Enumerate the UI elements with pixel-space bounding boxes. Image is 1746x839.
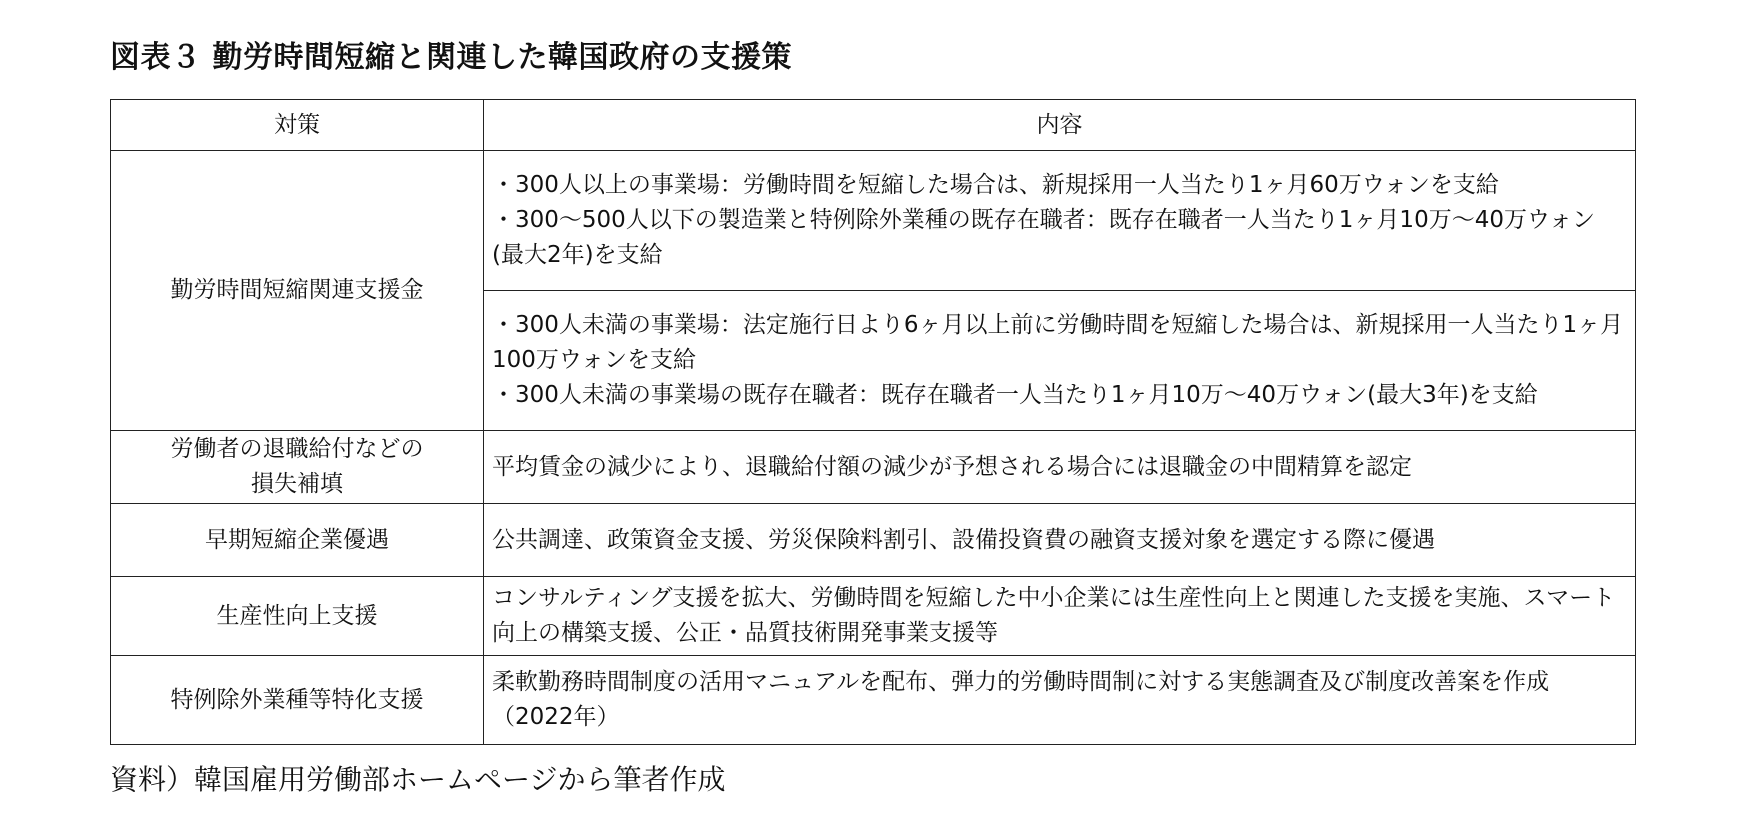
table-row bbox=[111, 504, 1636, 577]
content-paragraph: ・300人未満の事業場の既存在職者：既存在職者一人当たり1ヶ月10万〜40万ウォン(最大3年)を支給 bbox=[492, 382, 1538, 408]
measure-cell: 勤労時間短縮関連支援金 bbox=[111, 151, 484, 431]
table-row bbox=[111, 431, 1636, 504]
table-row bbox=[111, 577, 1636, 656]
content-cell bbox=[484, 151, 1636, 291]
measure-line: 労働者の退職給付などの bbox=[170, 436, 424, 462]
measure-line: 損失補填 bbox=[251, 471, 343, 497]
content-paragraph: ・300人以上の事業場：労働時間を短縮した場合は、新規採用一人当たり1ヶ月60万ウォンを支給 bbox=[492, 172, 1499, 198]
source-note: 資料）韓国雇用労働部ホームページから筆者作成 bbox=[110, 763, 726, 796]
support-measures-table bbox=[110, 99, 1636, 745]
content-cell: コンサルティング支援を拡大、労働時間を短縮した中小企業には生産性向上と関連した支援を実施、スマート向上の構築支援、公正・品質技術開発事業支援等 bbox=[484, 577, 1636, 656]
table-row bbox=[111, 656, 1636, 745]
content-cell: 平均賃金の減少により、退職給付額の減少が予想される場合には退職金の中間精算を認定 bbox=[484, 431, 1636, 504]
measure-cell bbox=[111, 431, 484, 504]
measure-cell: 生産性向上支援 bbox=[111, 577, 484, 656]
content-paragraph: ・300〜500人以下の製造業と特例除外業種の既存在職者：既存在職者一人当たり1ヶ月10万〜40万ウォン(最大2年)を支給 bbox=[492, 207, 1596, 268]
measure-cell: 特例除外業種等特化支援 bbox=[111, 656, 484, 745]
table-title: 図表３ 勤労時間短縮と関連した韓国政府の支援策 bbox=[110, 40, 792, 75]
header-row bbox=[111, 100, 1636, 151]
header-content: 内容 bbox=[484, 100, 1636, 151]
table-row bbox=[111, 151, 1636, 291]
measure-cell: 早期短縮企業優遇 bbox=[111, 504, 484, 577]
content-paragraph: ・300人未満の事業場：法定施行日より6ヶ月以上前に労働時間を短縮した場合は、新規採用一人当たり1ヶ月100万ウォンを支給 bbox=[492, 312, 1624, 373]
content-cell: 公共調達、政策資金支援、労災保険料割引、設備投資費の融資支援対象を選定する際に優遇 bbox=[484, 504, 1636, 577]
header-measure: 対策 bbox=[111, 100, 484, 151]
content-cell bbox=[484, 291, 1636, 431]
content-cell: 柔軟勤務時間制度の活用マニュアルを配布、弾力的労働時間制に対する実態調査及び制度改善案を作成（2022年） bbox=[484, 656, 1636, 745]
